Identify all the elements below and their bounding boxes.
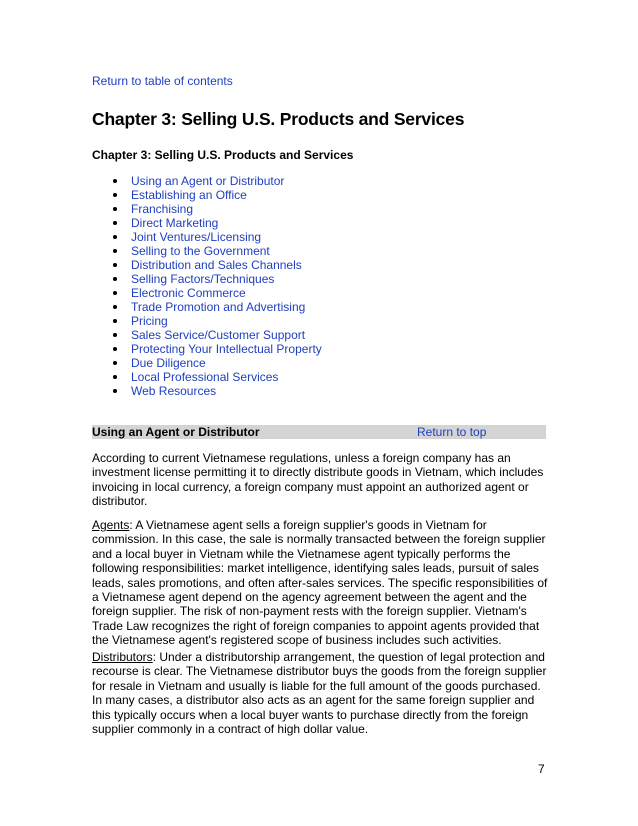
toc-link-trade-promotion[interactable]: Trade Promotion and Advertising — [131, 300, 306, 314]
toc-link-direct-marketing[interactable]: Direct Marketing — [131, 216, 219, 230]
toc-link-pricing[interactable]: Pricing — [131, 314, 168, 328]
intro-paragraph: According to current Vietnamese regulations, unless a foreign company has an investment license permitting it to directly distribute goods in Vietnam, which includes invoicing in local currency, a foreign company must appoint an authorized agent or distributor. — [92, 451, 544, 509]
bullet-icon — [113, 305, 117, 309]
toc-item — [92, 244, 322, 258]
toc-item — [92, 230, 322, 244]
bullet-icon — [113, 319, 117, 323]
agents-text: : A Vietnamese agent sells a foreign supplier's goods in Vietnam for commission. In this case, the sale is normally transacted between the foreign supplier and a local buyer in Vietnam while the Vietnamese agent typically performs the following responsibilities: market intelligence, identifying sales leads, pursuit of sales leads, sales promotions, and often after-sales services. The specific responsibilities of a Vietnamese agent depend on the agency agreement between the agent and the foreign supplier. The risk of non-payment rests with the foreign supplier. Vietnam's Trade Law recognizes the right of foreign companies to appoint agents provided that the Vietnamese agent's registered scope of business includes such activities. — [92, 518, 548, 648]
chapter-toc-list — [92, 174, 322, 398]
toc-link-agent-distributor[interactable]: Using an Agent or Distributor — [131, 174, 285, 188]
bullet-icon — [113, 277, 117, 281]
toc-link-electronic-commerce[interactable]: Electronic Commerce — [131, 286, 246, 300]
agents-paragraph — [92, 518, 550, 648]
section-header-bar — [92, 425, 546, 439]
distributors-term: Distributors — [92, 650, 153, 664]
toc-item — [92, 356, 322, 370]
toc-link-selling-government[interactable]: Selling to the Government — [131, 244, 270, 258]
bullet-icon — [113, 347, 117, 351]
toc-item — [92, 328, 322, 342]
chapter-title: Chapter 3: Selling U.S. Products and Services — [92, 109, 465, 129]
toc-item — [92, 216, 322, 230]
bullet-icon — [113, 193, 117, 197]
toc-item — [92, 258, 322, 272]
toc-item — [92, 272, 322, 286]
bullet-icon — [113, 221, 117, 225]
toc-item — [92, 300, 322, 314]
return-to-toc-link[interactable]: Return to table of contents — [92, 74, 233, 88]
toc-link-selling-factors[interactable]: Selling Factors/Techniques — [131, 272, 275, 286]
return-to-top-link[interactable]: Return to top — [417, 425, 487, 439]
toc-link-distribution-channels[interactable]: Distribution and Sales Channels — [131, 258, 302, 272]
toc-item — [92, 202, 322, 216]
distributors-text: : Under a distributorship arrangement, the question of legal protection and recourse is clear. The Vietnamese distributor buys the goods from the foreign supplier for resale in Vietnam and usually is liable for the full amount of the goods purchased. In many cases, a distributor also acts as an agent for the same foreign supplier and this typically occurs when a local buyer wants to purchase directly from the foreign supplier commonly in a contract of high dollar value. — [92, 650, 547, 737]
toc-item — [92, 286, 322, 300]
toc-link-sales-service[interactable]: Sales Service/Customer Support — [131, 328, 306, 342]
toc-link-franchising[interactable]: Franchising — [131, 202, 194, 216]
bullet-icon — [113, 375, 117, 379]
distributors-paragraph — [92, 650, 550, 736]
toc-item — [92, 384, 322, 398]
toc-item — [92, 342, 322, 356]
toc-item — [92, 370, 322, 384]
bullet-icon — [113, 179, 117, 183]
chapter-subtitle: Chapter 3: Selling U.S. Products and Services — [92, 148, 354, 162]
toc-item — [92, 188, 322, 202]
toc-link-due-diligence[interactable]: Due Diligence — [131, 356, 206, 370]
toc-item — [92, 174, 322, 188]
bullet-icon — [113, 389, 117, 393]
bullet-icon — [113, 249, 117, 253]
bullet-icon — [113, 235, 117, 239]
section-title: Using an Agent or Distributor — [92, 425, 260, 439]
page-number: 7 — [538, 762, 545, 776]
bullet-icon — [113, 333, 117, 337]
bullet-icon — [113, 263, 117, 267]
bullet-icon — [113, 207, 117, 211]
toc-link-intellectual-property[interactable]: Protecting Your Intellectual Property — [131, 342, 322, 356]
agents-term: Agents — [92, 518, 130, 532]
toc-link-establishing-office[interactable]: Establishing an Office — [131, 188, 247, 202]
toc-link-joint-ventures[interactable]: Joint Ventures/Licensing — [131, 230, 262, 244]
bullet-icon — [113, 361, 117, 365]
bullet-icon — [113, 291, 117, 295]
toc-link-web-resources[interactable]: Web Resources — [131, 384, 217, 398]
toc-link-professional-services[interactable]: Local Professional Services — [131, 370, 279, 384]
toc-item — [92, 314, 322, 328]
